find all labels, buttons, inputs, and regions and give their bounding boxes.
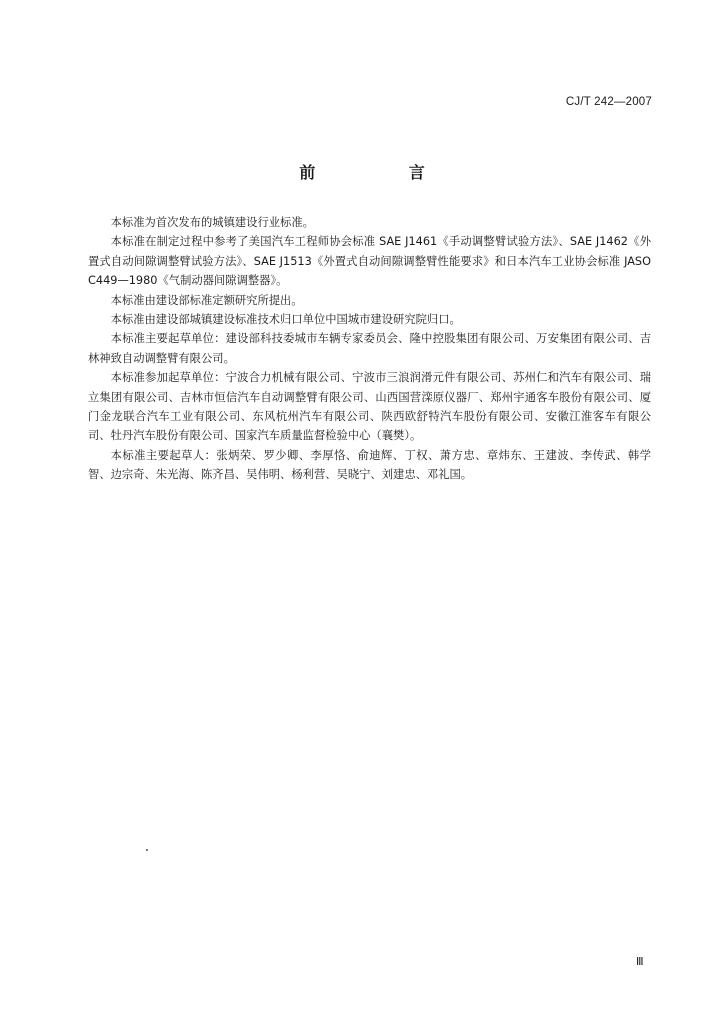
paragraph-centralized-unit: 本标准由建设部城镇建设标准技术归口单位中国城市建设研究院归口。 [110, 313, 461, 327]
standard-code: CJ/T 242—2007 [565, 96, 652, 108]
paragraph-proposer: 本标准由建设部标准定额研究所提出。 [110, 293, 303, 307]
preface-body [88, 213, 651, 485]
page-title: 前 言 [299, 163, 469, 182]
paragraph-participating-units: 本标准参加起草单位：宁波合力机械有限公司、宁波市三浪润滑元件有限公司、苏州仁和汽车有限公司、瑞立集团有限公司、吉林市恒信汽车自动调整臂有限公司、山西国营滦原仪器厂、郑州宇通客车股份有限公司、厦门金龙联合汽车工业有限公司、东风杭州汽车有限公司、陕西欧舒特汽车股份有限公司、安徽江淮客车有限公司、牡丹汽车股份有限公司、国家汽车质量监督检验中心（襄樊）。 [88, 371, 651, 443]
paragraph-main-drafting-units: 本标准主要起草单位：建设部科技委城市车辆专家委员会、隆中控股集团有限公司、万安集团有限公司、吉林神致自动调整臂有限公司。 [88, 332, 651, 365]
paragraph-first-release: 本标准为首次发布的城镇建设行业标准。 [110, 216, 314, 229]
paragraph-references: 本标准在制定过程中参考了美国汽车工程师协会标准 SAE J1461《手动调整臂试验方法》、SAE J1462《外置式自动间隙调整臂试验方法》、SAE J1513《外置式自动间隙调整臂性能要求》和日本汽车工业协会标准 JASO C449—1980《气制动器间隙调整器》。 [88, 235, 651, 288]
page-number: Ⅲ [636, 956, 644, 968]
paragraph-main-drafters: 本标准主要起草人：张炳荣、罗少卿、李厚恪、俞迪辉、丁权、萧方忠、章炜东、王建波、李传武、韩学智、边宗奇、朱光海、陈齐昌、吴伟明、杨利营、吴晓宁、刘建忠、邓礼国。 [88, 448, 651, 482]
scan-speck [146, 849, 148, 851]
